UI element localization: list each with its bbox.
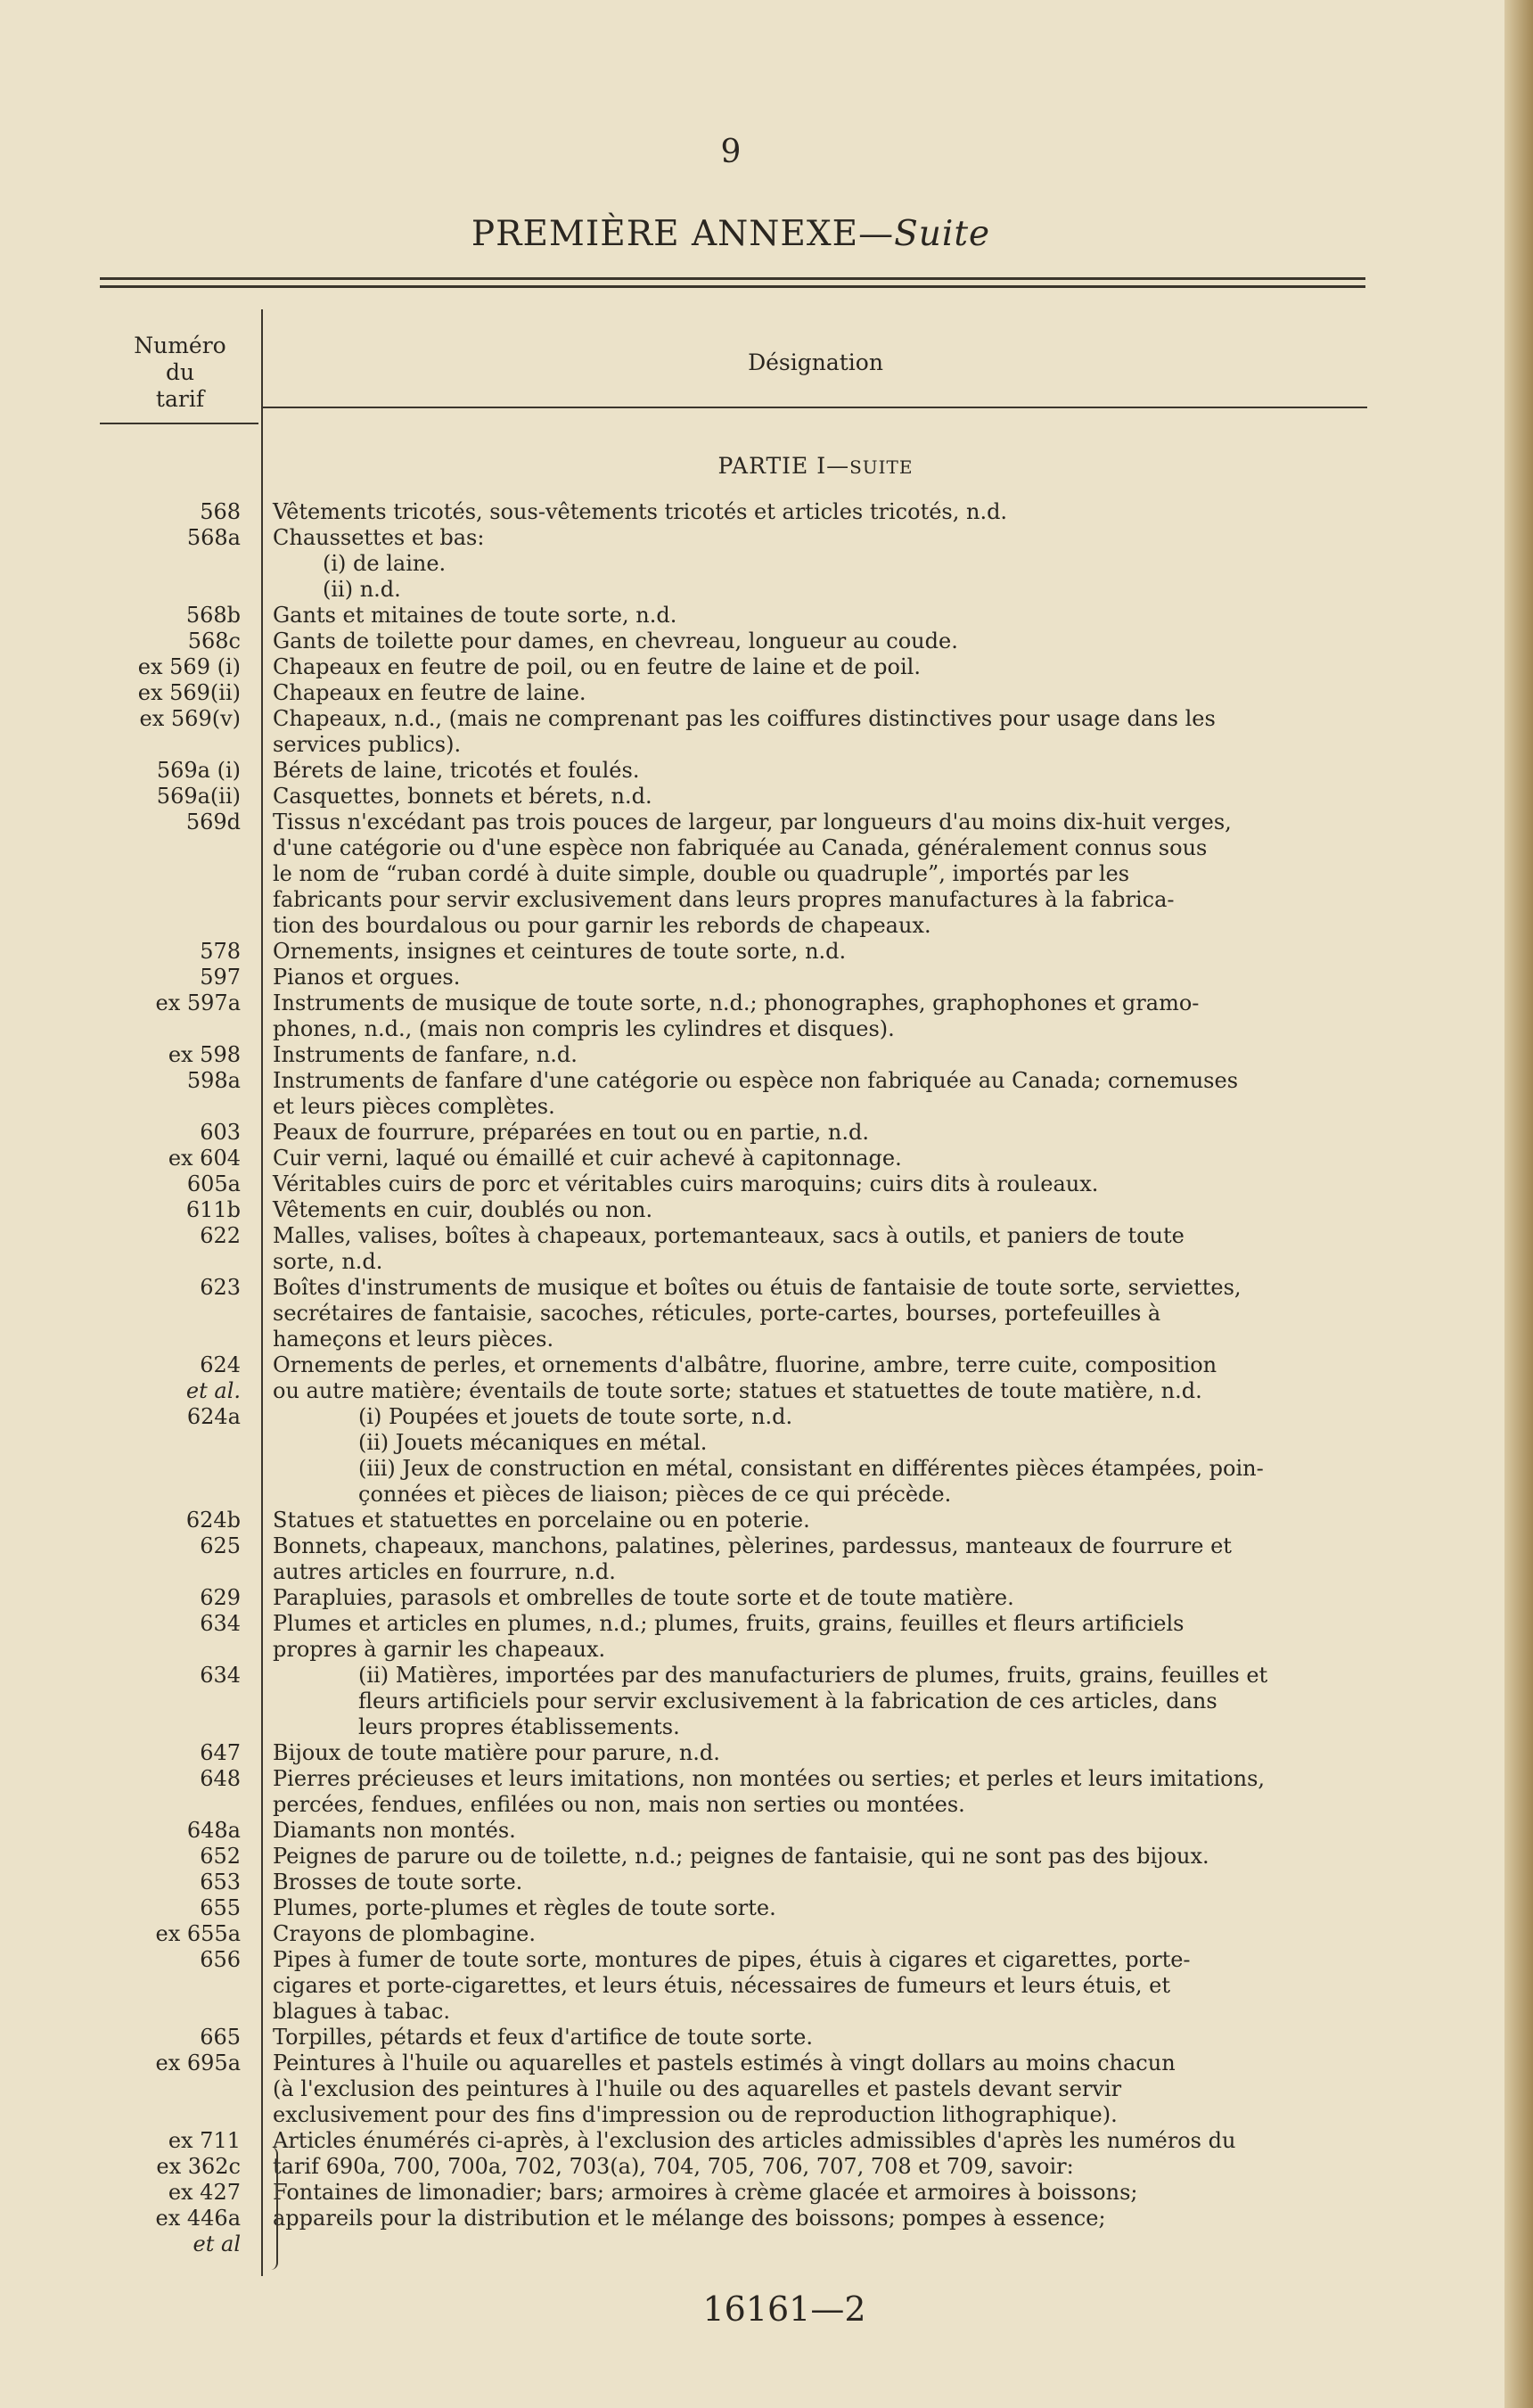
tariff-designation <box>273 551 1491 577</box>
tariff-number <box>0 1870 248 1895</box>
tariff-number-text: ex 598 <box>168 1042 241 1067</box>
header-rule-right <box>263 407 1367 408</box>
tariff-entry <box>0 1042 1504 1068</box>
tariff-number-text: 597 <box>200 965 241 990</box>
tariff-number-text: 634 <box>200 1663 241 1688</box>
tariff-designation <box>273 2025 1441 2050</box>
tariff-designation <box>273 1404 1527 1430</box>
designation-line: Bonnets, chapeaux, manchons, palatines, pèlerines, pardessus, manteaux de fourrure et <box>273 1533 1232 1558</box>
tariff-designation <box>273 1766 1441 1818</box>
header-line: Numéro <box>134 333 226 358</box>
tariff-designation <box>273 1844 1441 1870</box>
number-column-header <box>100 333 260 413</box>
tariff-number <box>0 784 248 810</box>
tariff-number-text: 569a (i) <box>156 758 241 783</box>
tariff-entry <box>0 1456 1504 1508</box>
tariff-entry <box>0 1663 1504 1740</box>
tariff-number <box>0 525 248 551</box>
tariff-number <box>0 680 248 706</box>
designation-line: (ii) Jouets mécaniques en métal. <box>358 1430 708 1455</box>
tariff-number-text: ex 711 ex 362c ex 427 ex 446a <box>155 2128 241 2231</box>
designation-line: Statues et statuettes en porcelaine ou en poterie. <box>273 1508 810 1533</box>
designation-line: Articles énumérés ci-après, à l'exclusion des articles admissibles d'après les numéros du <box>273 2128 1236 2153</box>
designation-line: cigares et porte-cigarettes, et leurs étuis, nécessaires de fumeurs et leurs étuis, et <box>273 1973 1170 1998</box>
tariff-number <box>0 2128 248 2257</box>
designation-line: (iii) Jeux de construction en métal, consistant en différentes pièces étampées, poin- <box>358 1456 1264 1481</box>
header-line: tarif <box>155 386 205 412</box>
tariff-number <box>0 1844 248 1870</box>
tariff-designation <box>273 810 1441 939</box>
page-title <box>0 214 1462 254</box>
tariff-entry <box>0 1508 1504 1533</box>
tariff-designation <box>273 629 1441 654</box>
top-rule-second <box>100 285 1365 288</box>
designation-line: Plumes et articles en plumes, n.d.; plumes, fruits, grains, feuilles et fleurs artificiels <box>273 1611 1185 1636</box>
designation-line: Vêtements en cuir, doublés ou non. <box>273 1197 653 1222</box>
tariff-number-text: 653 <box>200 1870 241 1894</box>
designation-column-header: Désignation <box>748 349 883 375</box>
designation-line: çonnées et pièces de liaison; pièces de ce qui précède. <box>358 1482 952 1507</box>
designation-line: Peaux de fourrure, préparées en tout ou en partie, n.d. <box>273 1120 869 1145</box>
tariff-entry <box>0 1068 1504 1120</box>
tariff-number <box>0 1120 248 1146</box>
tariff-designation <box>273 654 1441 680</box>
designation-line: fabricants pour servir exclusivement dans leurs propres manufactures à la fabrica- <box>273 887 1175 912</box>
tariff-number-text: 568a <box>186 525 241 550</box>
tariff-number <box>0 1947 248 1973</box>
tariff-entry <box>0 525 1504 551</box>
designation-line: exclusivement pour des fins d'impression ou de reproduction lithographique). <box>273 2102 1118 2127</box>
tariff-entry <box>0 1921 1504 1947</box>
tariff-designation <box>273 680 1441 706</box>
tariff-number-text: 569a(ii) <box>156 784 241 809</box>
tariff-entry <box>0 1611 1504 1663</box>
tariff-number <box>0 1404 248 1430</box>
tariff-number <box>0 965 248 990</box>
designation-line: d'une catégorie ou d'une espèce non fabriquée au Canada, généralement connus sous <box>273 835 1208 860</box>
tariff-number <box>0 1766 248 1792</box>
tariff-entry <box>0 1197 1504 1223</box>
tariff-number-text: 569d <box>185 810 241 834</box>
tariff-number-note: et al <box>193 2231 241 2256</box>
tariff-designation <box>273 1611 1441 1663</box>
tariff-designation <box>273 577 1491 603</box>
tariff-entry <box>0 629 1504 654</box>
tariff-designation <box>273 1818 1441 1844</box>
tariff-number <box>0 1068 248 1094</box>
designation-line: Bijoux de toute matière pour parure, n.d. <box>273 1740 720 1765</box>
tariff-number <box>0 758 248 784</box>
tariff-number-text: 656 <box>200 1947 241 1972</box>
tariff-number <box>0 654 248 680</box>
tariff-number <box>0 603 248 629</box>
tariff-entry <box>0 2128 1504 2257</box>
tariff-number <box>0 1921 248 1947</box>
tariff-entry <box>0 577 1504 603</box>
tariff-number <box>0 1533 248 1559</box>
designation-line: Fontaines de limonadier; bars; armoires à crème glacée et armoires à boissons; <box>273 2180 1138 2205</box>
designation-line: tion des bourdalous ou pour garnir les rebords de chapeaux. <box>273 913 931 938</box>
tariff-number <box>0 1611 248 1637</box>
designation-line: Pierres précieuses et leurs imitations, non montées ou serties; et perles et leurs imitations, <box>273 1766 1266 1791</box>
tariff-number <box>0 2050 248 2076</box>
designation-line: Boîtes d'instruments de musique et boîtes ou étuis de fantaisie de toute sorte, serviettes, <box>273 1275 1242 1300</box>
tariff-number <box>0 1352 248 1404</box>
designation-line: Gants et mitaines de toute sorte, n.d. <box>273 603 677 628</box>
tariff-designation <box>273 1533 1441 1585</box>
tariff-designation <box>273 1921 1441 1947</box>
designation-line: appareils pour la distribution et le mélange des boissons; pompes à essence; <box>273 2206 1106 2231</box>
designation-line: Torpilles, pétards et feux d'artifice de toute sorte. <box>273 2025 813 2050</box>
designation-line: Véritables cuirs de porc et véritables cuirs maroquins; cuirs dits à rouleaux. <box>273 1171 1099 1196</box>
tariff-number <box>0 1508 248 1533</box>
tariff-entry <box>0 758 1504 784</box>
tariff-number <box>0 1171 248 1197</box>
tariff-designation <box>273 1456 1527 1508</box>
tariff-entry <box>0 990 1504 1042</box>
tariff-number-text: ex 569(ii) <box>137 680 241 705</box>
designation-line: Parapluies, parasols et ombrelles de toute sorte et de toute matière. <box>273 1585 1014 1610</box>
tariff-designation <box>273 499 1441 525</box>
designation-line: Malles, valises, boîtes à chapeaux, portemanteaux, sacs à outils, et paniers de toute <box>273 1223 1185 1248</box>
tariff-number-text: 598a <box>186 1068 241 1093</box>
tariff-entry <box>0 810 1504 939</box>
designation-line: Pipes à fumer de toute sorte, montures de pipes, étuis à cigares et cigarettes, porte- <box>273 1947 1191 1972</box>
tariff-designation <box>273 1171 1441 1197</box>
tariff-entry <box>0 551 1504 577</box>
designation-line: Peintures à l'huile ou aquarelles et pastels estimés à vingt dollars au moins chacun <box>273 2050 1176 2075</box>
tariff-designation <box>273 1947 1441 2025</box>
designation-line: Instruments de fanfare, n.d. <box>273 1042 578 1067</box>
tariff-entry <box>0 680 1504 706</box>
tariff-number-text: 634 <box>200 1611 241 1636</box>
page-footer: 16161—2 <box>702 2289 866 2329</box>
designation-line: autres articles en fourrure, n.d. <box>273 1559 616 1584</box>
tariff-entry <box>0 1585 1504 1611</box>
tariff-number <box>0 939 248 965</box>
designation-line: phones, n.d., (mais non compris les cylindres et disques). <box>273 1016 895 1041</box>
tariff-number-text: ex 655a <box>155 1921 241 1946</box>
designation-line: Plumes, porte-plumes et règles de toute sorte. <box>273 1895 776 1920</box>
tariff-entry <box>0 499 1504 525</box>
tariff-number-text: ex 597a <box>155 990 241 1015</box>
tariff-number <box>0 499 248 525</box>
tariff-number-text: 578 <box>200 939 241 964</box>
tariff-number-text: 568c <box>187 629 241 653</box>
designation-line: Chapeaux, n.d., (mais ne comprenant pas les coiffures distinctives pour usage dans les <box>273 706 1216 731</box>
top-rule <box>100 277 1365 280</box>
designation-line: services publics). <box>273 732 462 757</box>
tariff-number-text: ex 604 <box>168 1146 241 1171</box>
tariff-designation <box>273 1430 1527 1456</box>
tariff-number-text: 568b <box>185 603 241 628</box>
tariff-number <box>0 2025 248 2050</box>
tariff-designation <box>273 525 1441 551</box>
designation-line: le nom de “ruban cordé à duite simple, double ou quadruple”, importés par les <box>273 861 1130 886</box>
tariff-entry <box>0 1818 1504 1844</box>
tariff-entry <box>0 965 1504 990</box>
designation-line: Peignes de parure ou de toilette, n.d.; peignes de fantaisie, qui ne sont pas des bijoux. <box>273 1844 1209 1869</box>
tariff-number <box>0 1818 248 1844</box>
designation-line: Instruments de fanfare d'une catégorie ou espèce non fabriquée au Canada; cornemuses <box>273 1068 1239 1093</box>
tariff-designation <box>273 2128 1441 2231</box>
tariff-entries <box>0 499 1504 2257</box>
tariff-number-text: 665 <box>200 2025 241 2050</box>
tariff-designation <box>273 1042 1441 1068</box>
tariff-designation <box>273 2050 1441 2128</box>
designation-line: Crayons de plombagine. <box>273 1921 536 1946</box>
tariff-number <box>0 1197 248 1223</box>
tariff-entry <box>0 1766 1504 1818</box>
designation-line: Chapeaux en feutre de laine. <box>273 680 586 705</box>
tariff-number-text: ex 569 (i) <box>137 654 241 679</box>
tariff-entry <box>0 1895 1504 1921</box>
tariff-entry <box>0 1533 1504 1585</box>
tariff-number <box>0 1740 248 1766</box>
tariff-designation <box>273 1197 1441 1223</box>
tariff-designation <box>273 784 1441 810</box>
tariff-entry <box>0 1740 1504 1766</box>
tariff-number-text: 568 <box>200 499 241 524</box>
designation-line: et leurs pièces complètes. <box>273 1094 555 1119</box>
tariff-entry <box>0 2050 1504 2128</box>
page-number: 9 <box>720 134 742 170</box>
tariff-entry <box>0 1223 1504 1275</box>
designation-line: leurs propres établissements. <box>358 1714 680 1739</box>
tariff-number <box>0 1223 248 1249</box>
tariff-number <box>0 990 248 1016</box>
designation-line: hameçons et leurs pièces. <box>273 1327 554 1352</box>
tariff-designation <box>273 939 1441 965</box>
designation-line: Vêtements tricotés, sous-vêtements tricotés et articles tricotés, n.d. <box>273 499 1008 524</box>
tariff-designation <box>273 758 1441 784</box>
designation-line: Brosses de toute sorte. <box>273 1870 523 1894</box>
designation-line: Tissus n'excédant pas trois pouces de largeur, par longueurs d'au moins dix-huit verges, <box>273 810 1232 834</box>
header-line: du <box>165 359 195 385</box>
designation-line: Ornements de perles, et ornements d'albâtre, fluorine, ambre, terre cuite, composition <box>273 1352 1217 1377</box>
designation-line: Diamants non montés. <box>273 1818 516 1843</box>
tariff-entry <box>0 1947 1504 2025</box>
tariff-entry <box>0 1352 1504 1404</box>
tariff-designation <box>273 1870 1441 1895</box>
tariff-designation <box>273 1740 1441 1766</box>
tariff-designation <box>273 1508 1441 1533</box>
tariff-number-note: et al. <box>185 1378 241 1403</box>
tariff-number <box>0 1275 248 1301</box>
tariff-number <box>0 1042 248 1068</box>
designation-line: propres à garnir les chapeaux. <box>273 1637 606 1662</box>
tariff-number <box>0 629 248 654</box>
designation-line: blagues à tabac. <box>273 1999 450 2024</box>
tariff-number <box>0 1146 248 1171</box>
designation-line: (i) Poupées et jouets de toute sorte, n.d. <box>358 1404 793 1429</box>
tariff-number-text: 605a <box>186 1171 241 1196</box>
tariff-number-text: 622 <box>200 1223 241 1248</box>
tariff-designation <box>273 603 1441 629</box>
tariff-number <box>0 706 248 732</box>
tariff-number-text: 647 <box>200 1740 241 1765</box>
designation-line: (ii) Matières, importées par des manufacturiers de plumes, fruits, grains, feuilles et <box>358 1663 1268 1688</box>
tariff-designation <box>273 706 1441 758</box>
header-rule-left <box>100 423 258 424</box>
designation-line: percées, fendues, enfilées ou non, mais non serties ou montées. <box>273 1792 965 1817</box>
tariff-entry <box>0 603 1504 629</box>
tariff-number <box>0 1585 248 1611</box>
tariff-entry <box>0 654 1504 680</box>
tariff-number <box>0 1663 248 1689</box>
tariff-number-text: 648 <box>200 1766 241 1791</box>
designation-line: Instruments de musique de toute sorte, n.d.; phonographes, graphophones et gramo- <box>273 990 1200 1015</box>
tariff-designation <box>273 1895 1441 1921</box>
tariff-entry <box>0 1404 1504 1430</box>
designation-line: secrétaires de fantaisie, sacoches, réticules, porte-cartes, bourses, portefeuilles à <box>273 1301 1161 1326</box>
tariff-entry <box>0 2025 1504 2050</box>
tariff-entry <box>0 784 1504 810</box>
tariff-entry <box>0 1275 1504 1352</box>
tariff-entry <box>0 1844 1504 1870</box>
tariff-number-text: 611b <box>185 1197 241 1222</box>
tariff-designation <box>273 990 1441 1042</box>
tariff-entry <box>0 706 1504 758</box>
designation-line: Ornements, insignes et ceintures de toute sorte, n.d. <box>273 939 847 964</box>
title-main: PREMIÈRE ANNEXE— <box>471 214 895 254</box>
tariff-designation <box>273 1146 1441 1171</box>
designation-line: (à l'exclusion des peintures à l'huile ou des aquarelles et pastels devant servir <box>273 2076 1122 2101</box>
tariff-entry <box>0 1430 1504 1456</box>
tariff-number-text: 624 <box>200 1352 241 1377</box>
tariff-designation <box>273 1585 1441 1611</box>
tariff-designation <box>273 1663 1527 1740</box>
tariff-number-text: 624b <box>185 1508 241 1533</box>
tariff-number-text: 623 <box>200 1275 241 1300</box>
tariff-entry <box>0 939 1504 965</box>
designation-line: sorte, n.d. <box>273 1249 383 1274</box>
section-heading <box>263 453 1368 479</box>
tariff-number-text: ex 695a <box>155 2050 241 2075</box>
designation-line: Chapeaux en feutre de poil, ou en feutre de laine et de poil. <box>273 654 921 679</box>
designation-line: tarif 690a, 700, 700a, 702, 703(a), 704, 705, 706, 707, 708 et 709, savoir: <box>273 2154 1074 2179</box>
designation-line: Casquettes, bonnets et bérets, n.d. <box>273 784 652 809</box>
tariff-entry <box>0 1146 1504 1171</box>
designation-line: fleurs artificiels pour servir exclusivement à la fabrication de ces articles, dans <box>358 1689 1217 1714</box>
page-edge <box>1504 0 1533 2408</box>
tariff-number-text: ex 569(v) <box>139 706 241 731</box>
tariff-designation <box>273 1223 1441 1275</box>
tariff-designation <box>273 1275 1441 1352</box>
designation-line: Gants de toilette pour dames, en chevreau, longueur au coude. <box>273 629 958 653</box>
designation-line: Pianos et orgues. <box>273 965 461 990</box>
designation-line: Cuir verni, laqué ou émaillé et cuir achevé à capitonnage. <box>273 1146 902 1171</box>
tariff-entry <box>0 1870 1504 1895</box>
tariff-number-text: 629 <box>200 1585 241 1610</box>
tariff-number-text: 625 <box>200 1533 241 1558</box>
tariff-designation <box>273 1120 1441 1146</box>
designation-line: Chaussettes et bas: <box>273 525 485 550</box>
designation-line: Bérets de laine, tricotés et foulés. <box>273 758 640 783</box>
section-prefix: PARTIE I— <box>717 453 850 479</box>
tariff-entry <box>0 1171 1504 1197</box>
designation-line: (i) de laine. <box>323 551 447 576</box>
title-suite: Suite <box>894 214 991 254</box>
group-bracket <box>266 2147 278 2270</box>
tariff-number-text: 652 <box>200 1844 241 1869</box>
tariff-number <box>0 810 248 835</box>
tariff-number <box>0 1895 248 1921</box>
tariff-number-text: 648a <box>186 1818 241 1843</box>
tariff-designation <box>273 1068 1441 1120</box>
tariff-number-text: 624a <box>186 1404 241 1429</box>
designation-line: ou autre matière; éventails de toute sorte; statues et statuettes de toute matière, n.d. <box>273 1378 1202 1403</box>
tariff-entry <box>0 1120 1504 1146</box>
tariff-designation <box>273 1352 1441 1404</box>
tariff-designation <box>273 965 1441 990</box>
designation-line: (ii) n.d. <box>323 577 401 602</box>
tariff-number-text: 655 <box>200 1895 241 1920</box>
tariff-number-text: 603 <box>200 1120 241 1145</box>
section-suffix: SUITE <box>849 456 914 478</box>
